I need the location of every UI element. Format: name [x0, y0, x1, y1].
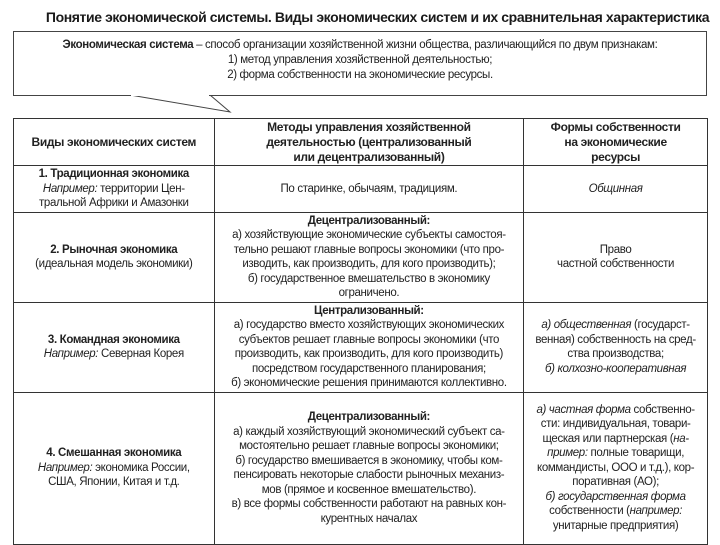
- cell-text: полные товарищи,: [587, 447, 685, 460]
- cell-text: (идеальная модель экономики): [35, 258, 193, 270]
- economic-systems-table: [13, 118, 708, 545]
- italic-text: Например:: [42, 182, 98, 195]
- cell-text: экономика России,: [92, 461, 190, 474]
- cell-line: [218, 410, 521, 425]
- cell-text: (государст-: [631, 319, 690, 331]
- table-row-command: [14, 302, 708, 392]
- cell-line: [17, 461, 211, 476]
- definition-item-1: 1) метод управления хозяйственной деятельностью;: [227, 54, 493, 66]
- italic-text: Например:: [37, 461, 93, 474]
- table-row-market: [14, 212, 708, 302]
- cell-text: сти: индивидуальная, товари-: [540, 418, 691, 431]
- ownership-form-cell: [524, 302, 708, 392]
- cell-text: б) государственное вмешательство в экономику: [247, 272, 490, 285]
- cell-line: [527, 318, 704, 333]
- definition-callout: [13, 31, 707, 96]
- cell-line: [218, 286, 521, 301]
- cell-text: США, Японии, Китая и т.д.: [48, 476, 180, 489]
- cell-line: [17, 333, 211, 348]
- management-method-cell: [214, 392, 524, 544]
- header-management-methods: Методы управления хозяйственной деятельностью (централизованный или децентрализованный): [214, 119, 524, 166]
- cell-line: [218, 214, 521, 229]
- cell-line: [218, 483, 521, 498]
- cell-line: [527, 257, 704, 272]
- cell-line: [527, 403, 704, 418]
- cell-text: частной собственности: [557, 258, 675, 270]
- table-row-traditional: [14, 166, 708, 213]
- cell-text: По старинке, обычаям, традициям.: [280, 182, 458, 195]
- cell-text: в) все формы собственности работают на равных кон-: [231, 498, 507, 510]
- cell-text: тральной Африки и Амазонки: [39, 197, 189, 209]
- definition-term: Экономическая система: [62, 39, 194, 51]
- header-system-types: Виды экономических систем: [14, 119, 215, 166]
- cell-text: б) экономические решения принимаются коллективно.: [231, 377, 507, 389]
- cell-line: [218, 512, 521, 527]
- italic-text: а) частная форма: [536, 403, 631, 416]
- cell-text: субъектов решает главные вопросы экономики (что: [238, 333, 500, 346]
- cell-line: [527, 475, 704, 490]
- cell-line: [527, 519, 704, 534]
- cell-line: [218, 243, 521, 258]
- table-header-row: [14, 119, 708, 166]
- header-ownership-forms: Формы собственности на экономические ресурсы: [524, 119, 708, 166]
- bold-text: Централизованный:: [314, 304, 424, 317]
- ownership-form-cell: [524, 212, 708, 302]
- cell-text: ограничено.: [338, 287, 400, 299]
- cell-text: тельно решают главные вопросы экономики (что про-: [233, 243, 505, 256]
- cell-text: а) государство вместо хозяйствующих экономических: [233, 319, 505, 331]
- cell-text: посредством государственного планирования;: [251, 362, 486, 375]
- italic-text: например:: [629, 505, 683, 518]
- cell-line: [527, 461, 704, 476]
- cell-line: [218, 439, 521, 454]
- cell-text: щеская или партнерская (: [542, 432, 674, 445]
- cell-text: поративная (АО);: [572, 476, 659, 489]
- cell-text: б) государство вмешивается в экономику, чтобы ком-: [235, 454, 503, 467]
- cell-text: Северная Корея: [98, 348, 184, 360]
- cell-line: [218, 497, 521, 512]
- cell-line: [218, 425, 521, 440]
- cell-line: [218, 347, 521, 362]
- bold-text: Децентрализованный:: [307, 214, 431, 227]
- cell-text: Право: [599, 243, 632, 256]
- cell-line: [17, 446, 211, 461]
- cell-text: а) каждый хозяйствующий экономический субъект са-: [233, 425, 505, 438]
- cell-line: [527, 504, 704, 519]
- cell-line: [527, 182, 704, 197]
- cell-text: курентных началах: [320, 512, 418, 525]
- cell-line: [527, 446, 704, 461]
- italic-text: пример:: [547, 447, 588, 460]
- cell-text: изводить, как производить, для кого производить);: [242, 258, 496, 270]
- cell-line: [218, 272, 521, 287]
- cell-line: [218, 228, 521, 243]
- bold-text: 1. Традиционная экономика: [38, 168, 189, 180]
- bold-text: 4. Смешанная экономика: [46, 447, 182, 460]
- cell-line: [527, 362, 704, 377]
- cell-text: собственно-: [630, 403, 695, 416]
- cell-text: территории Цен-: [97, 182, 185, 195]
- cell-line: [218, 257, 521, 272]
- cell-text: мостоятельно решает главные вопросы экономики;: [239, 440, 499, 452]
- cell-line: [218, 362, 521, 377]
- management-method-cell: [214, 166, 524, 213]
- cell-text: унитарные предприятия): [552, 519, 679, 532]
- cell-line: [218, 318, 521, 333]
- italic-text: на-: [673, 432, 689, 445]
- cell-line: [17, 475, 211, 490]
- cell-line: [218, 468, 521, 483]
- cell-line: [17, 347, 211, 362]
- cell-text: мов (прямое и косвенное вмешательство).: [261, 483, 477, 496]
- italic-text: б) государственная форма: [545, 490, 686, 503]
- cell-text: производить, как производить, для кого производить): [234, 348, 504, 360]
- ownership-form-cell: [524, 166, 708, 213]
- italic-text: а) общественная: [541, 319, 632, 331]
- cell-line: [527, 347, 704, 362]
- system-type-cell: [14, 212, 215, 302]
- definition-line: [14, 38, 706, 53]
- cell-text: пенсировать некоторые слабости рыночных механиз-: [233, 469, 505, 481]
- cell-line: [218, 454, 521, 469]
- cell-line: [17, 196, 211, 211]
- cell-line: [527, 490, 704, 505]
- italic-text: Общинная: [588, 182, 643, 195]
- cell-line: [17, 243, 211, 258]
- italic-text: б) колхозно-кооперативная: [545, 362, 687, 375]
- cell-text: а) хозяйствующие экономические субъекты самостоя-: [232, 229, 506, 241]
- cell-line: [218, 376, 521, 391]
- cell-text: венная) собственность на сред-: [535, 333, 696, 346]
- cell-line: [218, 333, 521, 348]
- management-method-cell: [214, 302, 524, 392]
- italic-text: Например:: [43, 348, 99, 360]
- bold-text: 3. Командная экономика: [47, 333, 180, 346]
- table-row-mixed: [14, 392, 708, 544]
- cell-line: [527, 417, 704, 432]
- cell-line: [218, 304, 521, 319]
- cell-line: [218, 182, 521, 197]
- ownership-form-cell: [524, 392, 708, 544]
- cell-line: [17, 182, 211, 197]
- management-method-cell: [214, 212, 524, 302]
- cell-text: ства производства;: [567, 348, 664, 360]
- cell-line: [527, 243, 704, 258]
- definition-text: – способ организации хозяйственной жизни общества, различающийся по двум признакам:: [193, 39, 658, 51]
- cell-line: [527, 333, 704, 348]
- cell-line: [17, 257, 211, 272]
- bold-text: Децентрализованный:: [307, 411, 431, 423]
- cell-line: [17, 167, 211, 182]
- cell-text: коммандисты, ООО и т.д.), кор-: [537, 461, 695, 474]
- system-type-cell: [14, 302, 215, 392]
- system-type-cell: [14, 166, 215, 213]
- page-title: Понятие экономической системы. Виды экономических систем и их сравнительная характеристика: [45, 9, 710, 25]
- bold-text: 2. Рыночная экономика: [50, 243, 178, 256]
- system-type-cell: [14, 392, 215, 544]
- cell-text: собственности (: [549, 505, 630, 518]
- definition-item-2: 2) форма собственности на экономические ресурсы.: [227, 69, 493, 81]
- cell-line: [527, 432, 704, 447]
